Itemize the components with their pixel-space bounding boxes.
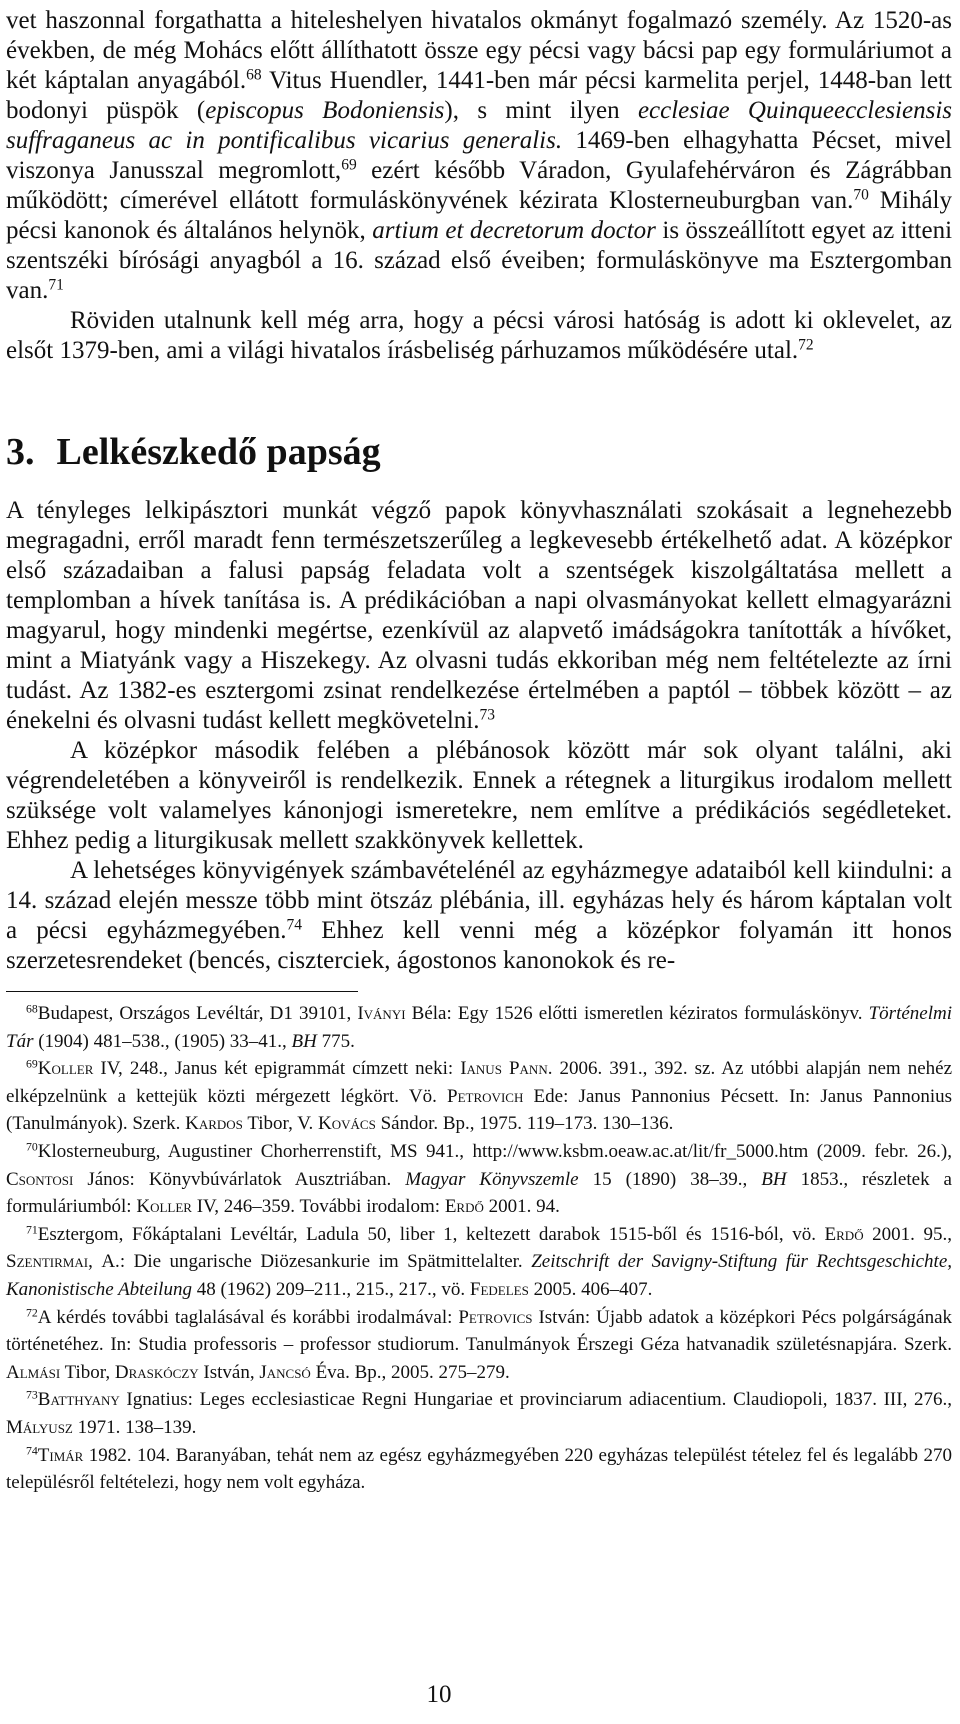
text-run: 2005. 406–407. xyxy=(528,1278,653,1300)
text-run: István: Újabb adatok a középkori Pécs polgárságának történetéhez. In: Studia professoris – professor studiorum. Tanulmányok Érszegi Géza hatvanadik születésnapjára. Szerk. xyxy=(6,1306,952,1356)
text-run: Ignatius: Leges ecclesiasticae Regni Hungariae et provinciarum adiacentium. Claudiopoli, 1837. III, 276., xyxy=(119,1389,952,1411)
author-name: Kovács xyxy=(318,1113,376,1135)
text-run: Sándor. Bp., 1975. 119–173. 130–136. xyxy=(375,1113,674,1135)
footnote xyxy=(6,1000,952,1055)
footnote xyxy=(6,1055,952,1138)
footnote-ref: 70 xyxy=(853,186,869,204)
footnote-ref: 68 xyxy=(26,1002,38,1016)
text-run: 1853., részletek a formuláriumból: xyxy=(6,1168,952,1218)
author-name: Iványi xyxy=(357,1003,406,1024)
footnote-ref: 68 xyxy=(246,66,262,84)
paragraph xyxy=(6,496,952,736)
italic-text: BH xyxy=(291,1030,317,1052)
paragraph xyxy=(6,6,952,306)
author-name: Jancsó xyxy=(259,1361,311,1383)
author-name: Csontosi xyxy=(6,1168,74,1190)
author-name: Mályusz xyxy=(6,1416,73,1438)
footnote-ref: 72 xyxy=(26,1306,38,1320)
text-run: Vitus Huendler, 1441-ben már pécsi karmelita perjel, 1448-ban lett bodonyi püspök ( xyxy=(6,67,952,124)
text-run: , xyxy=(88,1251,102,1273)
text-run: 1469-ben elhagyhatta Pécset, mivel viszonya Janusszal megromlott, xyxy=(6,127,952,184)
upper-body-text xyxy=(6,6,952,366)
text-run: Ehhez kell venni még a középkor folyamán itt honos szerzetesrendeket (bencés, ciszterciek, ágostonos kanonokok és re- xyxy=(6,917,953,974)
footnote-ref: 73 xyxy=(26,1388,38,1402)
text-run: IV, 246–359. További irodalom: xyxy=(191,1196,445,1218)
author-name: Ianus Pann xyxy=(460,1058,548,1080)
lower-body-text xyxy=(6,496,952,976)
footnote-ref: 69 xyxy=(26,1057,38,1071)
italic-text: ecclesiae Quinqueecclesiensis suffraganeus ac in pontificalibus vicarius generalis. xyxy=(6,97,952,154)
author-name: Koller xyxy=(37,1058,94,1080)
text-run: A lehetséges könyvigények számbavételénél az egyházmegye adataiból kell kiindulni: a 14. század elején messze több mint ötszáz plébánia, ill. egyházas hely és három káptalan volt a pécsi egyházmegyében. xyxy=(6,857,952,944)
text-run: is összeállított egyet az itteni szentszéki bírósági anyagból a 16. század első éveiben; formuláskönyve ma Esztergomban van. xyxy=(6,217,953,304)
author-name: Batthyany xyxy=(37,1389,120,1411)
text-run: 15 (1890) 38–39., xyxy=(578,1168,762,1190)
italic-text: Magyar Könyvszemle xyxy=(405,1168,579,1190)
text-run: Röviden utalnunk kell még arra, hogy a pécsi városi hatóság is adott ki oklevelet, az elsőt 1379-ben, ami a világi hivatalos írásbeliség párhuzamos működésére utal. xyxy=(6,307,952,364)
text-run: János: Könyvbúvárlatok Ausztriában. xyxy=(73,1168,406,1190)
text-run: ezért később Váradon, Gyulafehérváron és Zágrábban működött; címerével ellátott formuláskönyvének kézirata Klosterneuburgban van. xyxy=(6,157,952,214)
footnote xyxy=(6,1138,952,1221)
footnote-ref: 69 xyxy=(341,156,357,174)
author-name: Koller xyxy=(136,1196,192,1218)
footnote-ref: 71 xyxy=(26,1223,38,1237)
text-run: vet haszonnal forgathatta a hiteleshelyen hivatalos okmányt fogalmazó személy. Az 1520-as években, de még Mohács előtt állíthatott össze egy pécsi vagy bácsi pap egy formuláriumot a két káptalan anyagából. xyxy=(6,7,952,94)
text-run: Klosterneuburg, Augustiner Chorherrenstift, MS 941., http://www.ksbm.oeaw.ac.at/lit/fr_5000.htm (2009. febr. 26.), xyxy=(37,1140,952,1162)
author-name: Petrovics xyxy=(458,1306,533,1328)
author-name: Fedeles xyxy=(469,1278,529,1300)
text-run: : Die ungarische Diözesankurie im Spätmittelalter. xyxy=(119,1251,532,1273)
page-number: 10 xyxy=(426,1681,452,1708)
paragraph xyxy=(6,736,952,856)
footnote xyxy=(6,1221,952,1304)
paragraph xyxy=(6,856,952,976)
section-number: 3. xyxy=(6,431,35,473)
footnote xyxy=(6,1442,952,1497)
author-name: Kardos xyxy=(185,1113,243,1135)
text-run: Béla: Egy 1526 előtti ismeretlen kéziratos formuláskönyv. xyxy=(405,1003,869,1024)
italic-text: Zeitschrift der Savigny-Stiftung für Rechtsgeschichte, Kanonistische Abteilung xyxy=(6,1251,952,1300)
footnote-separator xyxy=(6,991,358,992)
text-run: Mihály pécsi kanonok és általános helynök, xyxy=(6,187,953,244)
footnote-ref: 71 xyxy=(48,276,64,294)
text-run: 2001. 95., xyxy=(863,1223,952,1245)
text-run: A tényleges lelkipásztori munkát végző papok könyvhasználati szokásait a legnehezebb megragadni, erről maradt fenn természetszerűleg a legkevesebb értékelhető adat. A középkor első századaiban a falusi papság feladata volt a szentségek kiszolgáltatása mellett a templomban a hívek tanítása is. A prédikációban a napi olvasmányokat kellett elmagyarázni magyarul, hogy mindenki megértse, ezenkívül az alapvető imádságokra tanították a hívőket, mint a Miatyánk vagy a Hiszekegy. Az olvasni tudás ekkoriban még nem feltételezte az írni tudást. Az 1382-es esztergomi zsinat rendelkezése értelmében a paptól – többek között – az énekelni és olvasni tudást kellett megkövetelni. xyxy=(6,497,952,734)
footnote-ref: 72 xyxy=(798,336,814,354)
footnote xyxy=(6,1304,952,1387)
text-run: Budapest, Országos Levéltár, D1 39101, xyxy=(37,1003,358,1024)
text-run: 48 (1962) 209–211., 215., 217., vö. xyxy=(191,1278,470,1300)
author-name: A. xyxy=(101,1251,120,1273)
text-run: 775. xyxy=(316,1030,355,1052)
footnote xyxy=(6,1386,952,1441)
author-name: Almási xyxy=(6,1361,61,1383)
text-run: Esztergom, Főkáptalani Levéltár, Ladula 50, liber 1, keltezett darabok 1515-ből és 1516-ból, vö. xyxy=(37,1223,825,1245)
text-run: 2001. 94. xyxy=(483,1196,560,1218)
paragraph xyxy=(6,306,952,366)
author-name: Timár xyxy=(37,1444,84,1466)
section-heading xyxy=(6,430,381,474)
author-name: Petrovich xyxy=(447,1085,524,1107)
text-run: . 2006. 391., 392. sz. Az utóbbi alapján nem nehéz elképzelnünk a kettejük közti mérgezett légkört. Vö. xyxy=(6,1058,953,1107)
italic-text: Történelmi Tár xyxy=(6,1003,952,1052)
italic-text: episcopus Bodoniensis xyxy=(205,97,445,124)
text-run: István, xyxy=(198,1361,260,1383)
author-name: Erdő xyxy=(824,1223,864,1245)
text-run: A középkor második felében a plébánosok között már sok olyant találni, aki végrendeletében a könyveiről is rendelkezik. Ennek a rétegnek a liturgikus irodalom mellett szüksége volt valamelyes kánonjogi ismeretekre, nem említve a prédikációs segédleteket. Ehhez pedig a liturgikusak mellett szakkönyvek kellettek. xyxy=(6,737,952,854)
text-run: (1904) 481–538., (1905) 33–41., xyxy=(33,1030,292,1052)
italic-text: artium et decretorum doctor xyxy=(372,217,656,244)
italic-text: BH xyxy=(761,1168,787,1190)
author-name: Erdő xyxy=(444,1196,484,1218)
author-name: Szentirmai xyxy=(6,1251,89,1273)
footnote-ref: 74 xyxy=(26,1444,38,1458)
footnote-ref: 73 xyxy=(479,706,495,724)
author-name: Draskóczy xyxy=(114,1361,199,1383)
text-run: ), s mint ilyen xyxy=(444,97,638,124)
text-run: Tibor, xyxy=(60,1361,115,1383)
footnote-ref: 70 xyxy=(26,1140,38,1154)
footnotes xyxy=(6,1000,952,1497)
text-run: IV, 248., Janus két epigrammát címzett neki: xyxy=(93,1058,461,1080)
footnote-ref: 74 xyxy=(286,916,303,934)
text-run: Éva. Bp., 2005. 275–279. xyxy=(310,1361,510,1383)
text-run: A kérdés további taglalásával és korábbi irodalmával: xyxy=(37,1306,459,1328)
text-run: Ede: Janus Pannonius Pécsett. In: Janus Pannonius (Tanulmányok). Szerk. xyxy=(6,1085,952,1135)
text-run: Tibor, V. xyxy=(242,1113,319,1135)
text-run: 1982. 104. Baranyában, tehát nem az egész egyházmegyében 220 egyházas települést tételez fel és legalább 270 településről feltételezi, hogy nem volt egyháza. xyxy=(6,1444,952,1494)
section-title: Lelkészkedő papság xyxy=(56,431,381,473)
text-run: 1971. 138–139. xyxy=(72,1416,197,1438)
